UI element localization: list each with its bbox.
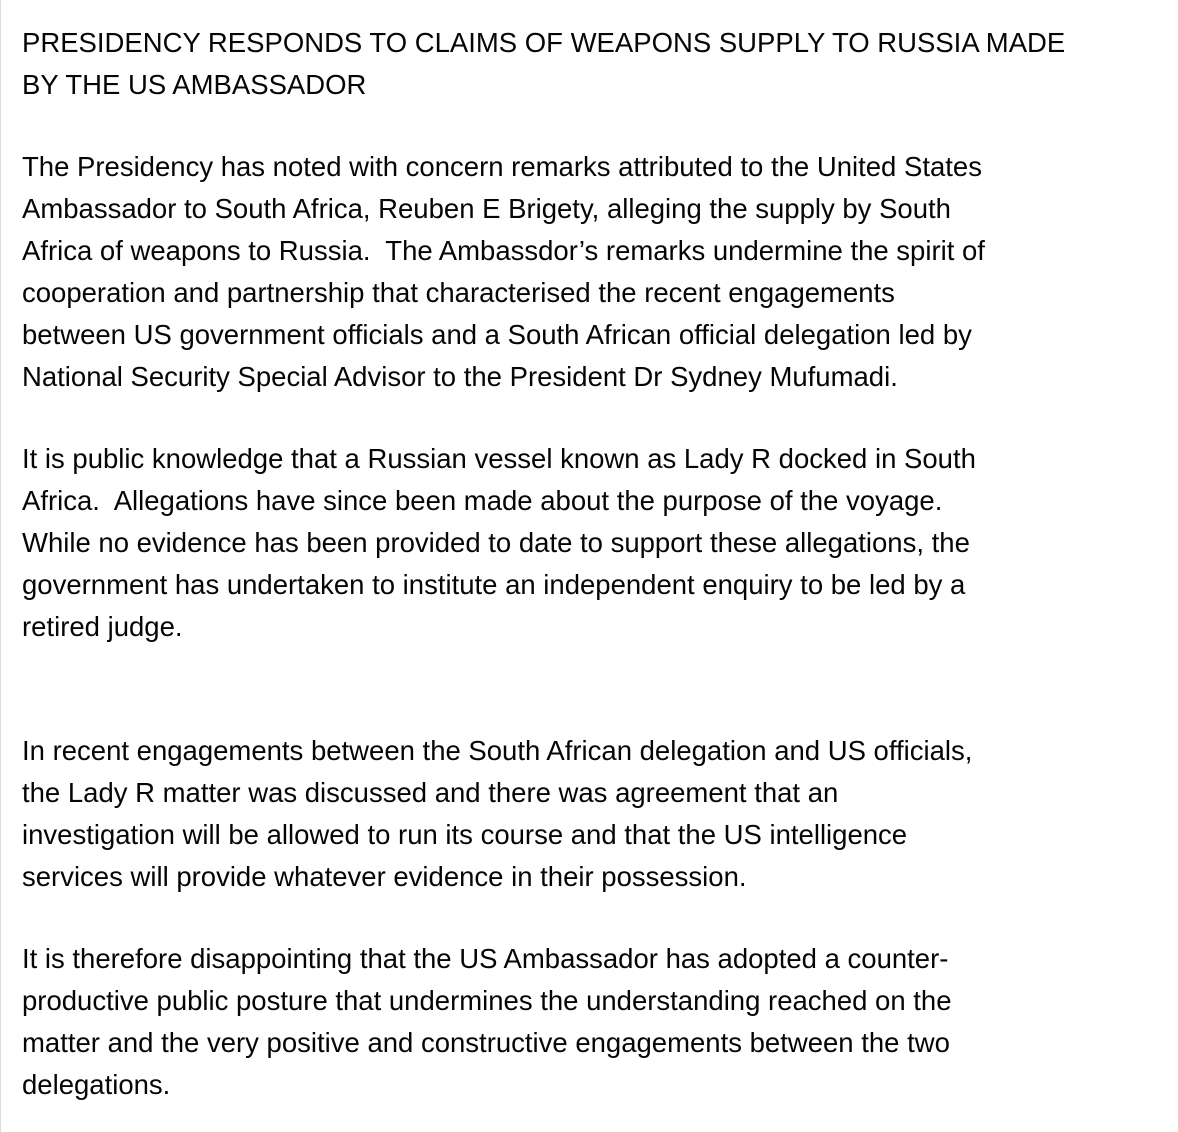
paragraph-line: investigation will be allowed to run its course and that the US intelligence — [22, 819, 908, 850]
post-body — [22, 22, 1167, 1106]
paragraph-line: Africa. Allegations have since been made about the purpose of the voyage. — [22, 485, 943, 516]
paragraph-line: Africa of weapons to Russia. The Ambassdor’s remarks undermine the spirit of — [22, 235, 985, 266]
paragraph-2 — [22, 438, 1167, 648]
paragraph-4 — [22, 938, 1167, 1106]
paragraph-line: government has undertaken to institute an independent enquiry to be led by a — [22, 569, 966, 600]
paragraph-line: productive public posture that undermines the understanding reached on the — [22, 985, 952, 1016]
paragraph-line: In recent engagements between the South African delegation and US officials, — [22, 735, 973, 766]
post-title — [22, 22, 1167, 106]
title-line: PRESIDENCY RESPONDS TO CLAIMS OF WEAPONS SUPPLY TO RUSSIA MADE — [22, 27, 1066, 58]
paragraph-line: The Presidency has noted with concern remarks attributed to the United States — [22, 151, 982, 182]
paragraph-line: the Lady R matter was discussed and there was agreement that an — [22, 777, 839, 808]
title-line: BY THE US AMBASSADOR — [22, 69, 367, 100]
paragraph-line: It is public knowledge that a Russian vessel known as Lady R docked in South — [22, 443, 976, 474]
paragraph-line: Ambassador to South Africa, Reuben E Brigety, alleging the supply by South — [22, 193, 951, 224]
paragraph-line: It is therefore disappointing that the US Ambassador has adopted a counter- — [22, 943, 949, 974]
paragraph-line: delegations. — [22, 1069, 171, 1100]
paragraph-line: retired judge. — [22, 611, 183, 642]
paragraph-line: matter and the very positive and constructive engagements between the two — [22, 1027, 950, 1058]
paragraph-line: National Security Special Advisor to the President Dr Sydney Mufumadi. — [22, 361, 898, 392]
paragraph-1 — [22, 146, 1167, 398]
paragraph-line: cooperation and partnership that characterised the recent engagements — [22, 277, 895, 308]
left-border — [0, 0, 1, 1132]
paragraph-line: services will provide whatever evidence in their possession. — [22, 861, 747, 892]
paragraph-line: between US government officials and a South African official delegation led by — [22, 319, 972, 350]
paragraph-3 — [22, 730, 1167, 898]
paragraph-line: While no evidence has been provided to date to support these allegations, the — [22, 527, 970, 558]
